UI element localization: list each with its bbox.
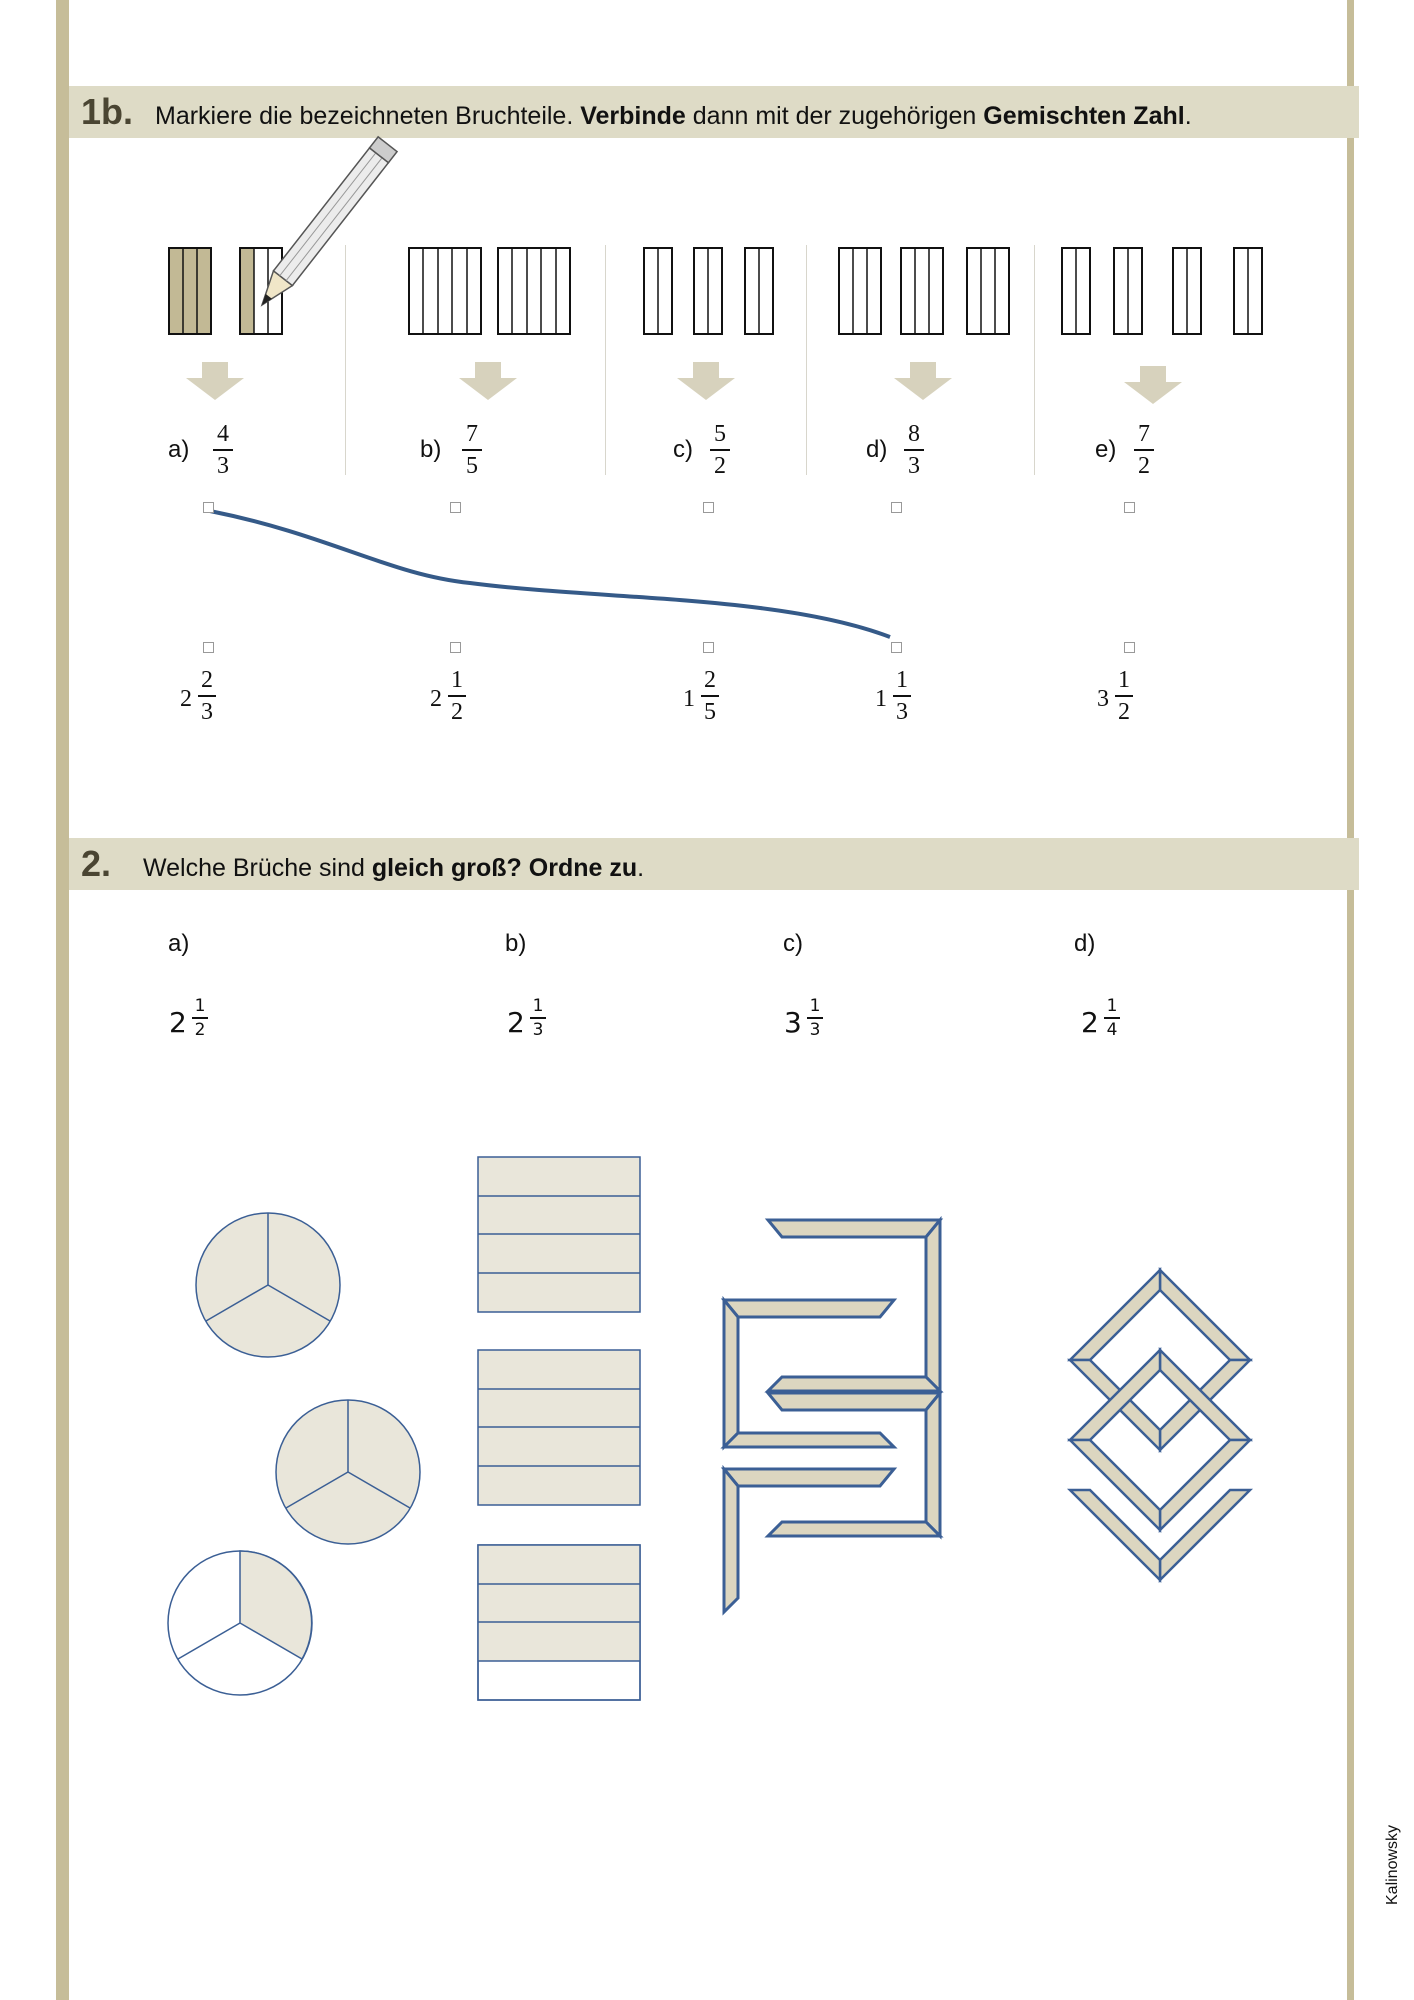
task-instruction: Welche Brüche sind gleich groß? Ordne zu. bbox=[143, 854, 645, 882]
fraction-e: 7 2 bbox=[1132, 420, 1156, 480]
item-label-c: c) bbox=[673, 436, 693, 463]
fraction-a: 4 3 bbox=[211, 420, 235, 480]
fraction-d: 8 3 bbox=[902, 420, 926, 480]
task-instruction: Markiere die bezeichneten Bruchteile. Verbinde dann mit der zugehörigen Gemischten Zahl. bbox=[155, 102, 1192, 130]
item-label-c: c) bbox=[783, 930, 803, 957]
bar-quarters-partial bbox=[478, 1545, 640, 1700]
fraction-b: 7 5 bbox=[460, 420, 484, 480]
fraction-c: 5 2 bbox=[708, 420, 732, 480]
item-label-d: d) bbox=[1074, 930, 1096, 957]
task-number: 2. bbox=[81, 843, 112, 884]
item-label-d: d) bbox=[866, 436, 888, 463]
item-label-e: e) bbox=[1095, 436, 1117, 463]
item-label-b: b) bbox=[505, 930, 527, 957]
frame-thirds-figure bbox=[724, 1220, 940, 1612]
diamond-quarters-figure bbox=[1070, 1270, 1250, 1580]
bar-quarters-full bbox=[478, 1350, 640, 1505]
circle-thirds-full bbox=[276, 1400, 420, 1544]
circle-thirds-partial bbox=[168, 1551, 312, 1695]
task-number: 1b. bbox=[81, 91, 134, 132]
bar-quarters-full bbox=[478, 1157, 640, 1312]
item-label-a: a) bbox=[168, 930, 190, 957]
author-credit: Kalinowsky bbox=[1384, 1824, 1401, 1905]
item-label-a: a) bbox=[168, 436, 190, 463]
item-label-b: b) bbox=[420, 436, 442, 463]
circle-thirds-full bbox=[196, 1213, 340, 1357]
